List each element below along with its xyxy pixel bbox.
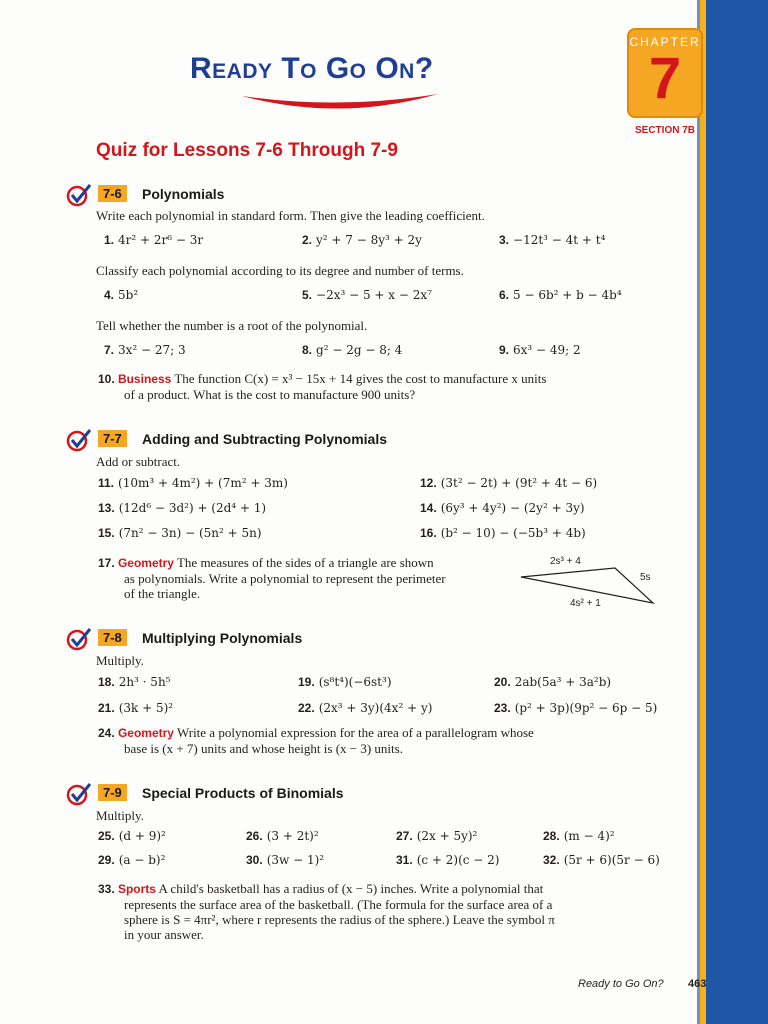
instruction-classify: Classify each polynomial according to its degree and number of terms. [96,263,464,278]
problem-expression: (5r + 6)(5r − 6) [563,853,660,867]
problem-25 [98,828,166,844]
chapter-word: CHAPTER [629,35,701,49]
problem-text-line: The measures of the sides of a triangle are shown [176,555,434,570]
problem-number: 33. [98,882,115,896]
problem-18 [98,674,170,690]
problem-number: 8. [302,343,313,357]
problem-30 [246,852,324,868]
problem-expression: (s⁸t⁴)(−6st³) [318,675,392,689]
page-title: Ready To Go On? [190,52,434,85]
lesson-header-7-9 [66,782,666,806]
problem-number: 12. [420,476,437,490]
instruction-root: Tell whether the number is a root of the polynomial. [96,318,368,333]
problem-expression: 3x² − 27; 3 [118,343,186,357]
problem-text-line: of the triangle. [124,586,201,601]
problem-number: 24. [98,726,115,740]
problem-6 [499,287,622,303]
problem-26 [246,828,319,844]
problem-expression: (c + 2)(c − 2) [416,853,500,867]
title-swoosh-icon [240,92,440,114]
problem-text-line: Write a polynomial expression for the area of a parallelogram whose [176,725,534,740]
problem-expression: (b² − 10) − (−5b³ + 4b) [440,526,586,540]
problem-number: 11. [98,476,115,490]
problem-number: 13. [98,501,115,515]
problem-11 [98,475,288,491]
problem-number: 29. [98,853,115,867]
problem-expression: (12d⁶ − 3d²) + (2d⁴ + 1) [118,501,267,515]
lesson-title: Polynomials [142,186,225,202]
problem-expression: (p² + 3p)(9p² − 6p − 5) [514,701,658,715]
instruction-multiply: Multiply. [96,653,144,668]
problem-expression: −2x³ − 5 + x − 2x⁷ [316,288,432,302]
problem-category: Geometry [117,726,174,740]
problem-number: 20. [494,675,511,689]
checkmark-icon [66,782,92,806]
problem-20 [494,674,611,690]
problem-9 [499,342,581,358]
footer-text: Ready to Go On? [578,978,664,990]
problem-expression: 6x³ − 49; 2 [513,343,581,357]
instruction-multiply: Multiply. [96,808,144,823]
problem-text-line: sphere is S = 4πr², where r represents the radius of the sphere.) Leave the symbol π [124,912,555,927]
problem-expression: y² + 7 − 8y³ + 2y [316,233,422,247]
problem-16 [420,525,586,541]
problem-27 [396,828,477,844]
problem-number: 22. [298,701,315,715]
instruction-standard-form: Write each polynomial in standard form. Then give the leading coefficient. [96,208,485,223]
problem-28 [543,828,615,844]
problem-text-line: in your answer. [124,927,204,942]
problem-number: 16. [420,526,437,540]
problem-number: 17. [98,556,115,570]
problem-expression: (m − 4)² [563,829,615,843]
problem-number: 31. [396,853,413,867]
problem-expression: g² − 2g − 8; 4 [316,343,403,357]
problem-32 [543,852,660,868]
problem-number: 30. [246,853,263,867]
problem-expression: (3w − 1)² [266,853,325,867]
problem-number: 25. [98,829,115,843]
word-problem-24 [98,725,638,756]
problem-number: 2. [302,233,313,247]
problem-22 [298,700,432,716]
checkmark-icon [66,627,92,651]
problem-expression: (2x³ + 3y)(4x² + y) [318,701,433,715]
problem-19 [298,674,392,690]
problem-expression: 5b² [118,288,139,302]
problem-1 [104,232,203,248]
problem-number: 6. [499,288,510,302]
problem-number: 7. [104,343,115,357]
problem-text-line: represents the surface area of the basketball. (The formula for the surface area of a [124,897,553,912]
problem-category: Business [117,372,172,386]
problem-2 [302,232,422,248]
word-problem-10 [98,371,638,402]
problem-3 [499,232,605,248]
problem-number: 15. [98,526,115,540]
problem-4 [104,287,138,303]
lesson-header-7-6 [66,183,666,207]
problem-expression: (3 + 2t)² [266,829,319,843]
problem-number: 21. [98,701,115,715]
problem-expression: 2h³ · 5h⁵ [118,675,171,689]
lesson-number: 7-8 [98,629,127,646]
lesson-number: 7-9 [98,784,127,801]
page-number: 463 [688,978,707,990]
problem-8 [302,342,402,358]
problem-category: Geometry [117,556,174,570]
problem-expression: 5 − 6b² + b − 4b⁴ [513,288,622,302]
problem-14 [420,500,585,516]
problem-text-line: A child's basketball has a radius of (x − 5) inches. Write a polynomial that [158,881,544,896]
word-problem-33 [98,881,658,942]
problem-7 [104,342,186,358]
problem-21 [98,700,173,716]
problem-number: 28. [543,829,560,843]
problem-expression: (3k + 5)² [118,701,174,715]
problem-text-line: of a product. What is the cost to manufacture 900 units? [124,387,416,402]
triangle-side-right-label: 5s [640,572,651,583]
triangle-side-top-label: 2s³ + 4 [550,556,581,567]
problem-number: 32. [543,853,560,867]
margin-band-blue [706,0,768,1024]
chapter-tab [627,28,703,118]
lesson-number: 7-7 [98,430,127,447]
problem-15 [98,525,262,541]
problem-expression: (7n² − 3n) − (5n² + 5n) [118,526,262,540]
problem-expression: (3t² − 2t) + (9t² + 4t − 6) [440,476,598,490]
triangle-side-bottom-label: 4s² + 1 [570,598,601,609]
problem-12 [420,475,597,491]
problem-number: 18. [98,675,115,689]
problem-number: 23. [494,701,511,715]
problem-expression: 4r² + 2r⁶ − 3r [118,233,204,247]
problem-number: 1. [104,233,115,247]
problem-number: 26. [246,829,263,843]
problem-number: 19. [298,675,315,689]
problem-expression: (6y³ + 4y²) − (2y² + 3y) [440,501,585,515]
lesson-number: 7-6 [98,185,127,202]
instruction-add-subtract: Add or subtract. [96,454,181,469]
lesson-title: Multiplying Polynomials [142,630,303,646]
problem-29 [98,852,165,868]
problem-expression: (2x + 5y)² [416,829,478,843]
lesson-header-7-8 [66,627,666,651]
problem-expression: −12t³ − 4t + t⁴ [513,233,606,247]
problem-number: 3. [499,233,510,247]
problem-expression: 2ab(5a³ + 3a²b) [514,675,612,689]
problem-expression: (d + 9)² [118,829,166,843]
word-problem-17 [98,555,508,601]
problem-category: Sports [117,882,156,896]
problem-expression: (a − b)² [118,853,166,867]
checkmark-icon [66,428,92,452]
problem-number: 4. [104,288,115,302]
lesson-title: Adding and Subtracting Polynomials [142,431,388,447]
problem-number: 27. [396,829,413,843]
chapter-number: 7 [648,46,682,111]
problem-5 [302,287,432,303]
lesson-title: Special Products of Binomials [142,785,344,801]
problem-expression: (10m³ + 4m²) + (7m² + 3m) [118,476,288,490]
problem-number: 9. [499,343,510,357]
checkmark-icon [66,183,92,207]
problem-13 [98,500,266,516]
quiz-title: Quiz for Lessons 7-6 Through 7-9 [96,140,398,161]
problem-number: 14. [420,501,437,515]
section-label: SECTION 7B [635,125,696,136]
problem-text-line: The function C(x) = x³ − 15x + 14 gives the cost to manufacture x units [174,371,547,386]
problem-number: 10. [98,372,115,386]
problem-23 [494,700,657,716]
problem-number: 5. [302,288,313,302]
lesson-header-7-7 [66,428,666,452]
problem-31 [396,852,500,868]
problem-text-line: base is (x + 7) units and whose height is (x − 3) units. [124,741,403,756]
problem-text-line: as polynomials. Write a polynomial to represent the perimeter [124,571,446,586]
